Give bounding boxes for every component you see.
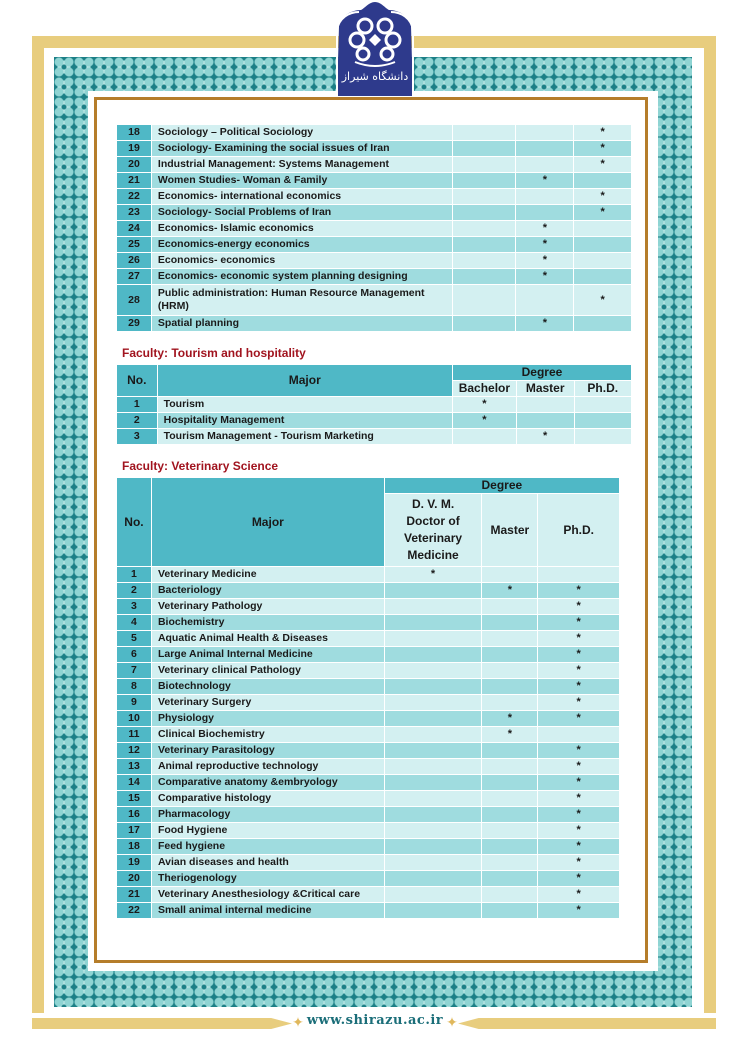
degree-mark — [482, 759, 538, 775]
degree-mark — [384, 823, 482, 839]
table-row — [117, 316, 632, 332]
row-number: 20 — [117, 157, 152, 173]
degree-mark — [482, 647, 538, 663]
degree-mark: * — [452, 413, 516, 429]
row-number: 13 — [117, 759, 152, 775]
degree-mark — [384, 727, 482, 743]
university-logo — [333, 0, 417, 96]
degree-mark — [384, 711, 482, 727]
degree-mark — [452, 429, 516, 445]
degree-mark: * — [574, 189, 632, 205]
faculty-title-tourism: Faculty: Tourism and hospitality — [122, 346, 306, 360]
header-master: Master — [482, 494, 538, 567]
degree-mark: * — [516, 316, 574, 332]
row-major: Industrial Management: Systems Management — [151, 157, 452, 173]
table-row — [117, 903, 620, 919]
degree-mark: * — [538, 775, 620, 791]
header-dvm-line2: Doctor of — [406, 514, 460, 528]
table-row — [117, 775, 620, 791]
row-number: 23 — [117, 205, 152, 221]
row-major: Biochemistry — [151, 615, 384, 631]
row-major: Aquatic Animal Health & Diseases — [151, 631, 384, 647]
table-row — [117, 237, 632, 253]
degree-mark — [384, 887, 482, 903]
degree-mark — [384, 695, 482, 711]
svg-text:دانشگاه شیراز: دانشگاه شیراز — [341, 70, 409, 83]
table-row — [117, 823, 620, 839]
degree-mark: * — [516, 429, 574, 445]
degree-mark — [574, 237, 632, 253]
row-number: 18 — [117, 839, 152, 855]
degree-mark — [482, 743, 538, 759]
row-major: Public administration: Human Resource Management (HRM) — [151, 285, 452, 316]
table-row — [117, 631, 620, 647]
row-number: 17 — [117, 823, 152, 839]
degree-mark — [384, 903, 482, 919]
row-number: 8 — [117, 679, 152, 695]
degree-mark: * — [538, 743, 620, 759]
header-master: Master — [516, 381, 574, 397]
degree-mark — [516, 413, 574, 429]
degree-mark: * — [482, 583, 538, 599]
header-major: Major — [151, 478, 384, 567]
degree-mark — [452, 189, 516, 205]
row-number: 11 — [117, 727, 152, 743]
degree-mark — [482, 887, 538, 903]
row-major: Small animal internal medicine — [151, 903, 384, 919]
header-degree: Degree — [452, 365, 631, 381]
table-row — [117, 269, 632, 285]
degree-mark: * — [538, 759, 620, 775]
row-major: Veterinary Anesthesiology &Critical care — [151, 887, 384, 903]
degree-mark — [452, 285, 516, 316]
table-row — [117, 711, 620, 727]
degree-mark — [384, 679, 482, 695]
table-row — [117, 727, 620, 743]
table-row — [117, 429, 632, 445]
table-row — [117, 759, 620, 775]
row-major: Sociology – Political Sociology — [151, 125, 452, 141]
degree-mark: * — [538, 807, 620, 823]
row-number: 27 — [117, 269, 152, 285]
degree-mark — [482, 855, 538, 871]
degree-mark: * — [538, 839, 620, 855]
degree-mark: * — [574, 141, 632, 157]
table-row — [117, 173, 632, 189]
degree-mark — [384, 615, 482, 631]
row-number: 4 — [117, 615, 152, 631]
row-number: 6 — [117, 647, 152, 663]
degree-mark: * — [538, 679, 620, 695]
row-major: Large Animal Internal Medicine — [151, 647, 384, 663]
row-number: 2 — [117, 583, 152, 599]
row-major: Veterinary Medicine — [151, 567, 384, 583]
row-number: 18 — [117, 125, 152, 141]
degree-mark — [384, 807, 482, 823]
degree-mark — [384, 839, 482, 855]
row-number: 28 — [117, 285, 152, 316]
row-number: 20 — [117, 871, 152, 887]
degree-mark — [482, 839, 538, 855]
row-major: Feed hygiene — [151, 839, 384, 855]
degree-mark: * — [538, 711, 620, 727]
degree-mark: * — [538, 855, 620, 871]
degree-mark: * — [516, 221, 574, 237]
row-number: 25 — [117, 237, 152, 253]
row-major: Economics- economic system planning designing — [151, 269, 452, 285]
row-major: Sociology- Examining the social issues of Iran — [151, 141, 452, 157]
degree-mark: * — [538, 791, 620, 807]
header-degree: Degree — [384, 478, 619, 494]
row-major: Comparative histology — [151, 791, 384, 807]
diamond-icon: ✦ — [292, 1014, 304, 1030]
header-phd: Ph.D. — [538, 494, 620, 567]
degree-mark — [482, 679, 538, 695]
table-row — [117, 253, 632, 269]
degree-mark — [574, 413, 631, 429]
table-row — [117, 791, 620, 807]
degree-mark — [482, 567, 538, 583]
tourism-table — [116, 364, 632, 445]
row-number: 22 — [117, 189, 152, 205]
degree-mark: * — [538, 903, 620, 919]
table-row — [117, 647, 620, 663]
degree-mark — [384, 759, 482, 775]
table-row — [117, 125, 632, 141]
degree-mark — [384, 743, 482, 759]
header-bachelor: Bachelor — [452, 381, 516, 397]
degree-mark: * — [482, 711, 538, 727]
row-number: 19 — [117, 141, 152, 157]
degree-mark — [482, 871, 538, 887]
table-row — [117, 413, 632, 429]
header-dvm-line4: Medicine — [407, 548, 459, 562]
degree-mark — [384, 599, 482, 615]
header-dvm-line3: Veterinary — [404, 531, 463, 545]
row-major: Bacteriology — [151, 583, 384, 599]
table-row — [117, 695, 620, 711]
row-number: 29 — [117, 316, 152, 332]
row-major: Economics- economics — [151, 253, 452, 269]
row-major: Veterinary Pathology — [151, 599, 384, 615]
row-major: Economics- Islamic economics — [151, 221, 452, 237]
degree-mark — [482, 823, 538, 839]
table-row — [117, 807, 620, 823]
degree-mark — [452, 221, 516, 237]
degree-mark — [482, 791, 538, 807]
row-number: 2 — [117, 413, 158, 429]
table-row — [117, 221, 632, 237]
row-major: Sociology- Social Problems of Iran — [151, 205, 452, 221]
degree-mark: * — [574, 157, 632, 173]
degree-mark — [538, 567, 620, 583]
table-row — [117, 855, 620, 871]
table-row — [117, 615, 620, 631]
row-number: 15 — [117, 791, 152, 807]
row-major: Biotechnology — [151, 679, 384, 695]
degree-mark — [538, 727, 620, 743]
degree-mark — [482, 903, 538, 919]
degree-mark: * — [574, 205, 632, 221]
degree-mark: * — [452, 397, 516, 413]
row-number: 1 — [117, 397, 158, 413]
table-row — [117, 141, 632, 157]
degree-mark — [482, 631, 538, 647]
row-major: Food Hygiene — [151, 823, 384, 839]
degree-mark — [574, 269, 632, 285]
row-major: Hospitality Management — [157, 413, 452, 429]
degree-mark — [516, 285, 574, 316]
degree-mark — [452, 253, 516, 269]
table-row — [117, 205, 632, 221]
degree-mark — [516, 157, 574, 173]
footer-ornament-left — [32, 1018, 292, 1029]
degree-mark: * — [538, 823, 620, 839]
degree-mark — [452, 173, 516, 189]
degree-mark — [384, 855, 482, 871]
majors-table-continued — [116, 124, 632, 332]
row-number: 22 — [117, 903, 152, 919]
degree-mark — [384, 871, 482, 887]
degree-mark: * — [516, 269, 574, 285]
table-row — [117, 599, 620, 615]
row-major: Spatial planning — [151, 316, 452, 332]
row-number: 21 — [117, 887, 152, 903]
row-number: 3 — [117, 429, 158, 445]
header-dvm — [384, 494, 482, 567]
degree-mark — [516, 141, 574, 157]
table-row — [117, 189, 632, 205]
table-row — [117, 839, 620, 855]
row-major: Tourism — [157, 397, 452, 413]
degree-mark: * — [538, 695, 620, 711]
logo-icon — [333, 0, 417, 96]
table-row — [117, 285, 632, 316]
degree-mark — [384, 663, 482, 679]
degree-mark: * — [538, 663, 620, 679]
row-major: Veterinary Parasitology — [151, 743, 384, 759]
degree-mark — [384, 583, 482, 599]
row-major: Avian diseases and health — [151, 855, 384, 871]
row-major: Animal reproductive technology — [151, 759, 384, 775]
degree-mark: * — [384, 567, 482, 583]
degree-mark — [384, 631, 482, 647]
row-major: Economics- international economics — [151, 189, 452, 205]
degree-mark: * — [482, 727, 538, 743]
degree-mark: * — [574, 285, 632, 316]
faculty-title-veterinary: Faculty: Veterinary Science — [122, 459, 279, 473]
degree-mark — [574, 221, 632, 237]
header-major: Major — [157, 365, 452, 397]
degree-mark — [482, 807, 538, 823]
row-number: 9 — [117, 695, 152, 711]
content-area — [116, 124, 632, 919]
degree-mark: * — [538, 647, 620, 663]
degree-mark — [516, 125, 574, 141]
row-major: Pharmacology — [151, 807, 384, 823]
header-dvm-line1: D. V. M. — [411, 497, 455, 511]
row-number: 10 — [117, 711, 152, 727]
degree-mark — [574, 173, 632, 189]
row-number: 14 — [117, 775, 152, 791]
degree-mark: * — [516, 253, 574, 269]
row-number: 19 — [117, 855, 152, 871]
header-no: No. — [117, 478, 152, 567]
veterinary-table — [116, 477, 620, 919]
degree-mark — [516, 189, 574, 205]
degree-mark — [574, 253, 632, 269]
degree-mark — [482, 615, 538, 631]
row-number: 5 — [117, 631, 152, 647]
row-major: Comparative anatomy &embryology — [151, 775, 384, 791]
row-number: 1 — [117, 567, 152, 583]
row-number: 12 — [117, 743, 152, 759]
degree-mark — [482, 599, 538, 615]
row-number: 7 — [117, 663, 152, 679]
degree-mark — [452, 157, 516, 173]
row-major: Theriogenology — [151, 871, 384, 887]
row-major: Physiology — [151, 711, 384, 727]
table-row — [117, 743, 620, 759]
degree-mark — [452, 205, 516, 221]
degree-mark: * — [516, 173, 574, 189]
degree-mark — [384, 647, 482, 663]
header-no: No. — [117, 365, 158, 397]
table-row — [117, 157, 632, 173]
row-number: 24 — [117, 221, 152, 237]
degree-mark — [452, 316, 516, 332]
degree-mark — [482, 663, 538, 679]
table-row — [117, 583, 620, 599]
degree-mark — [574, 429, 631, 445]
degree-mark: * — [538, 615, 620, 631]
header-phd: Ph.D. — [574, 381, 631, 397]
row-major: Veterinary clinical Pathology — [151, 663, 384, 679]
degree-mark: * — [538, 583, 620, 599]
degree-mark: * — [538, 631, 620, 647]
row-major: Tourism Management - Tourism Marketing — [157, 429, 452, 445]
row-number: 3 — [117, 599, 152, 615]
degree-mark — [384, 791, 482, 807]
row-major: Economics-energy economics — [151, 237, 452, 253]
degree-mark — [516, 397, 574, 413]
diamond-icon: ✦ — [446, 1014, 458, 1030]
degree-mark: * — [538, 599, 620, 615]
website-link[interactable]: www.shirazu.ac.ir — [306, 1013, 444, 1028]
table-row — [117, 567, 620, 583]
row-number: 26 — [117, 253, 152, 269]
row-major: Veterinary Surgery — [151, 695, 384, 711]
degree-mark — [574, 397, 631, 413]
degree-mark — [452, 237, 516, 253]
table-row — [117, 871, 620, 887]
footer-ornament-right — [458, 1018, 716, 1029]
degree-mark — [482, 775, 538, 791]
row-major: Women Studies- Woman & Family — [151, 173, 452, 189]
degree-mark: * — [538, 871, 620, 887]
row-number: 21 — [117, 173, 152, 189]
degree-mark — [574, 316, 632, 332]
degree-mark — [516, 205, 574, 221]
degree-mark: * — [516, 237, 574, 253]
degree-mark — [384, 775, 482, 791]
table-row — [117, 679, 620, 695]
table-row — [117, 887, 620, 903]
table-row — [117, 397, 632, 413]
degree-mark — [482, 695, 538, 711]
degree-mark — [452, 269, 516, 285]
table-row — [117, 663, 620, 679]
degree-mark — [452, 141, 516, 157]
row-number: 16 — [117, 807, 152, 823]
degree-mark — [452, 125, 516, 141]
row-major: Clinical Biochemistry — [151, 727, 384, 743]
degree-mark: * — [538, 887, 620, 903]
degree-mark: * — [574, 125, 632, 141]
